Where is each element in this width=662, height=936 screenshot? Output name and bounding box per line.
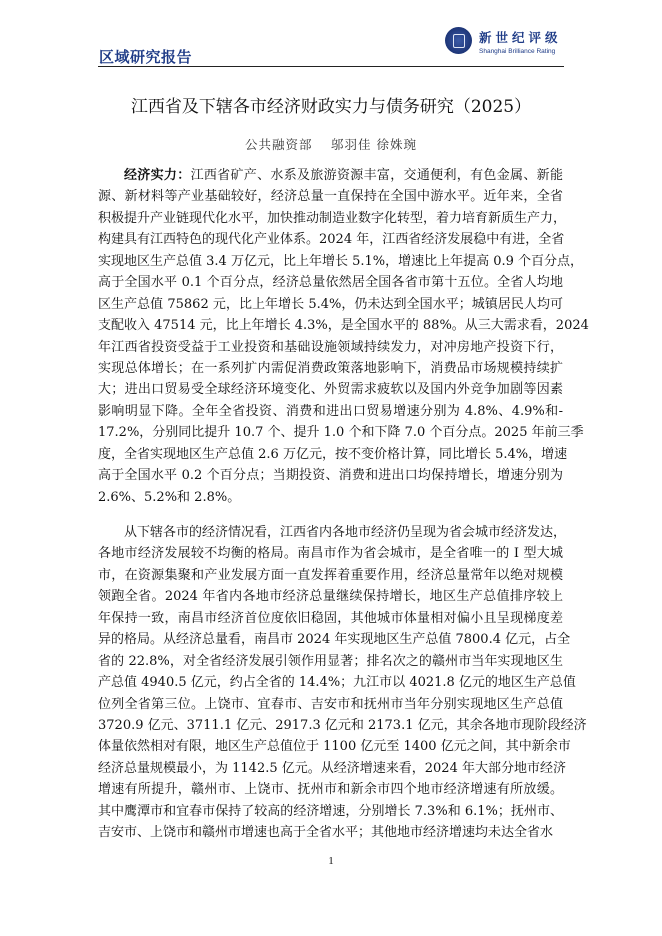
brand-logo-icon: [445, 27, 472, 54]
line-text: 领跑全省。2024 年省内各地市经济总量继续保持增长，地区生产总值排序较上: [98, 589, 563, 605]
text-line: [98, 736, 571, 757]
text-line: [98, 229, 563, 250]
text-line: [98, 315, 589, 336]
text-line: [98, 522, 567, 543]
line-text: 3720.9 亿元、3711.1 亿元、2917.3 亿元和 2173.1 亿元，其余各地市现阶段经济: [98, 717, 587, 733]
text-line: [98, 186, 563, 207]
text-line: [98, 272, 563, 293]
text-line: [98, 337, 563, 358]
line-text: 高于全国水平 0.1 个百分点，经济总量依然居全国各省市第十五位。全省人均地: [98, 275, 563, 291]
line-text: 吉安市、上饶市和赣州市增速也高于全省水平；其他地市经济增速均未达全省水: [98, 825, 554, 841]
line-text: 源、新材料等产业基础较好，经济总量一直保持在全国中游水平。近年来，全省: [98, 189, 563, 205]
text-line: [98, 715, 587, 736]
line-text: 体量依然相对有限，地区生产总值位于 1100 亿元至 1400 亿元之间，其中新余市: [98, 739, 571, 755]
text-line: [98, 401, 563, 422]
line-text: 各地市经济发展较不均衡的格局。南昌市作为省会城市，是全省唯一的 I 型大城: [98, 546, 563, 562]
line-text: 2.6%、5.2%和 2.8%。: [98, 489, 241, 505]
text-line: [98, 543, 563, 564]
line-text: 产总值 4940.5 亿元，约占全省的 14.4%；九江市以 4021.8 亿元的地区生产总值: [98, 675, 576, 691]
line-text: 高于全国水平 0.2 个百分点；当期投资、消费和进出口均保持增长，增速分别为: [98, 468, 563, 484]
text-line: [98, 208, 567, 229]
authors: 公共融资部 邬羽佳 徐姝琬: [245, 137, 417, 152]
text-line: [98, 694, 563, 715]
paragraph-lead: 经济实力：: [124, 168, 191, 183]
line-text: 影响明显下降。全年全省投资、消费和进出口贸易增速分别为 4.8%、4.9%和-: [98, 403, 563, 419]
line-text: 17.2%，分别同比提升 10.7 个、提升 1.0 个和下降 7.0 个百分点。2025 年前三季: [98, 425, 584, 441]
line-text: 从下辖各市的经济情况看，江西省内各地市经济仍呈现为省会城市经济发达，: [124, 525, 567, 540]
brand-name-en: Shanghai Brilliance Rating: [479, 48, 556, 55]
text-line: [98, 444, 568, 465]
text-line: [98, 379, 563, 400]
document-title: 江西省及下辖各市经济财政实力与债务研究（2025）: [130, 97, 532, 117]
text-line: [98, 586, 563, 607]
text-line: [98, 608, 563, 629]
text-line: [98, 822, 563, 843]
line-text: 支配收入 47514 元，比上年增长 4.3%，是全国水平的 88%。从三大需求看，2024: [98, 318, 589, 334]
line-text: 市，在资源集聚和产业发展方面一直发挥着重要作用，经济总量常年以绝对规模: [98, 567, 563, 583]
text-line: [98, 487, 563, 508]
text-line: [98, 801, 563, 822]
line-text: 实现地区生产总值 3.4 万亿元，比上年增长 5.1%，增速比上年提高 0.9 个百分点，: [98, 253, 584, 269]
page-number: 1: [328, 855, 334, 867]
line-text: 年江西省投资受益于工业投资和基础设施领域持续发力，对冲房地产投资下行，: [98, 339, 563, 355]
line-text: 异的格局。从经济总量看，南昌市 2024 年实现地区生产总值 7800.4 亿元，占全: [98, 632, 571, 648]
text-line: [98, 629, 571, 650]
text-line: [98, 779, 563, 800]
text-line: [98, 358, 563, 379]
line-text: 其中鹰潭市和宜春市保持了较高的经济增速，分别增长 7.3%和 6.1%；抚州市、: [98, 803, 563, 819]
header-divider: [98, 66, 564, 67]
text-line: [98, 465, 563, 486]
text-line: [98, 758, 566, 779]
line-text: 江西省矿产、水系及旅游资源丰富，交通便利，有色金属、新能: [190, 168, 563, 183]
text-line: [98, 422, 584, 443]
paragraph-city-economy: [98, 522, 587, 844]
text-line: [98, 651, 563, 672]
line-text: 积极提升产业链现代化水平，加快推动制造业数字化转型，着力培育新质生产力，: [98, 210, 567, 226]
text-line: [98, 251, 584, 272]
text-line: [98, 565, 563, 586]
line-text: 度，全省实现地区生产总值 2.6 万亿元，按不变价格计算，同比增长 5.4%，增速: [98, 446, 568, 462]
text-line: [98, 672, 576, 693]
line-text: 实现总体增长；在一系列扩内需促消费政策落地影响下，消费品市场规模持续扩: [98, 360, 563, 376]
line-text: 省的 22.8%，对全省经济发展引领作用显著；排名次之的赣州市当年实现地区生: [98, 653, 563, 669]
line-text: 构建具有江西特色的现代化产业体系。2024 年，江西省经济发展稳中有进，全省: [98, 232, 565, 248]
line-text: 位列全省第三位。上饶市、宜春市、吉安市和抚州市当年分别实现地区生产总值: [98, 696, 563, 712]
line-text: 经济总量规模最小，为 1142.5 亿元。从经济增速来看，2024 年大部分地市经济: [98, 760, 566, 776]
line-text: 大；进出口贸易受全球经济环境变化、外贸需求疲软以及国内外竞争加剧等因素: [98, 382, 563, 398]
line-text: 增速有所提升，赣州市、上饶市、抚州市和新余市四个地市经济增速有所放缓。: [98, 782, 563, 798]
paragraph-economic-strength: [98, 165, 589, 508]
text-line: [98, 294, 563, 315]
text-line: [98, 165, 563, 186]
report-category: 区域研究报告: [99, 48, 193, 66]
line-text: 年保持一致，南昌市经济首位度依旧稳固，其他城市体量相对偏小且呈现梯度差: [98, 610, 563, 626]
line-text: 区生产总值 75862 元，比上年增长 5.4%，仍未达到全国水平；城镇居民人均可: [98, 296, 563, 312]
brand-name-cn: 新世纪评级: [479, 30, 562, 45]
